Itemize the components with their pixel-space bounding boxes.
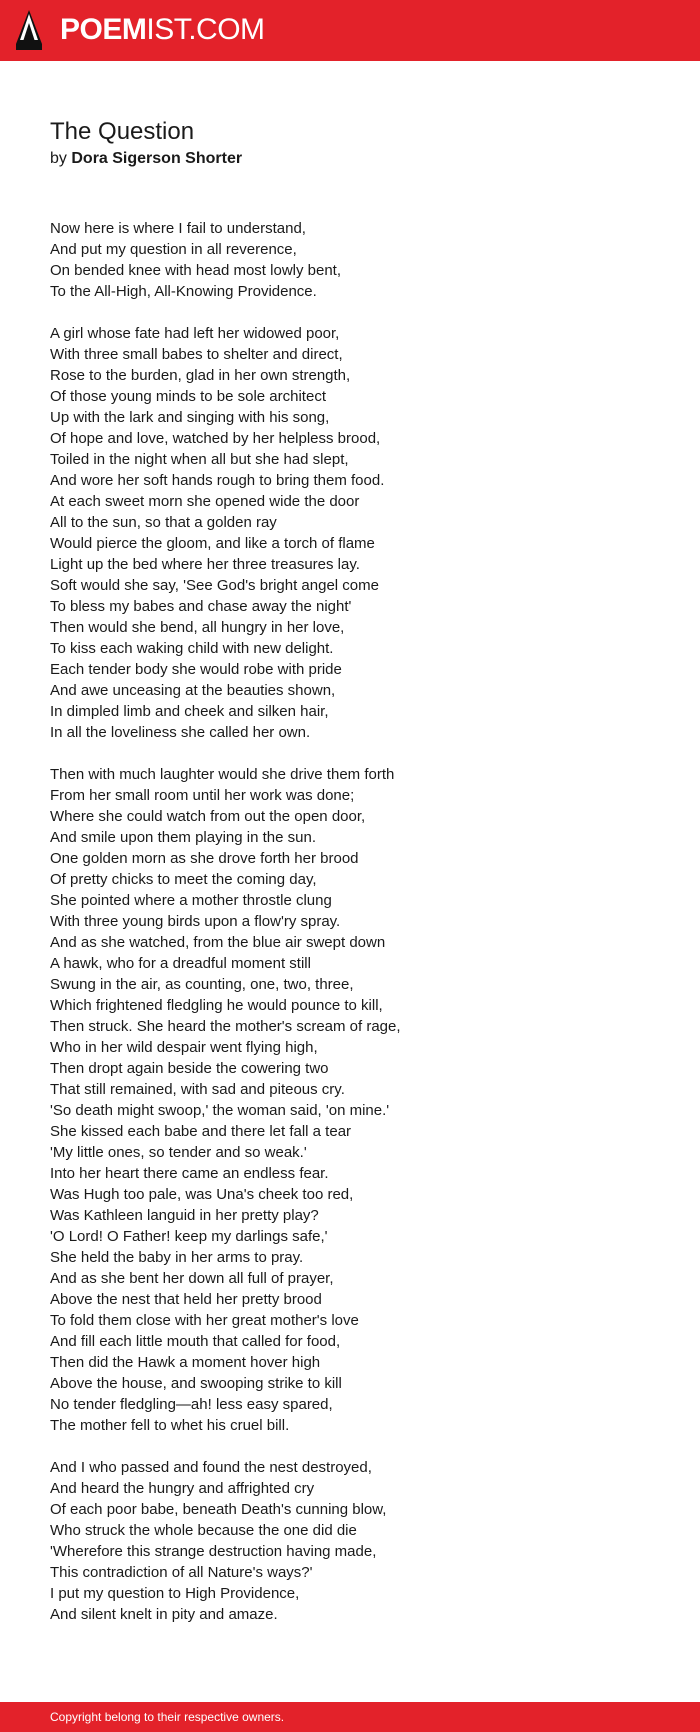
poem-line: Then struck. She heard the mother's scream of rage, xyxy=(50,1018,401,1035)
poem-line: And as she watched, from the blue air swept down xyxy=(50,934,386,951)
poem-line: Of each poor babe, beneath Death's cunning blow, xyxy=(50,1501,387,1518)
poem-line: Up with the lark and singing with his song, xyxy=(50,409,330,426)
poem-line: Then would she bend, all hungry in her love, xyxy=(50,619,345,636)
poem-line: Above the nest that held her pretty brood xyxy=(50,1291,322,1308)
poem-line: At each sweet morn she opened wide the door xyxy=(50,493,360,510)
poem-line: Then dropt again beside the cowering two xyxy=(50,1060,329,1077)
logo-bold-text: POEM xyxy=(60,13,147,46)
poem-line: 'My little ones, so tender and so weak.' xyxy=(50,1144,307,1161)
site-footer xyxy=(0,1702,700,1732)
poem-line: And silent knelt in pity and amaze. xyxy=(50,1606,278,1623)
poem-line: A hawk, who for a dreadful moment still xyxy=(50,955,311,972)
poem-line: Rose to the burden, glad in her own strength, xyxy=(50,367,351,384)
poem-line: Would pierce the gloom, and like a torch of flame xyxy=(50,535,375,552)
stanza xyxy=(50,218,650,302)
poem-line: Who in her wild despair went flying high, xyxy=(50,1039,318,1056)
poem-line: Of hope and love, watched by her helpless brood, xyxy=(50,430,381,447)
poem-line: Now here is where I fail to understand, xyxy=(50,220,306,237)
poem-line: Light up the bed where her three treasures lay. xyxy=(50,556,360,573)
poem-line: On bended knee with head most lowly bent, xyxy=(50,262,342,279)
poem-line: And heard the hungry and affrighted cry xyxy=(50,1480,315,1497)
poem-line: With three small babes to shelter and direct, xyxy=(50,346,343,363)
byline xyxy=(50,148,242,170)
poem-line: And wore her soft hands rough to bring them food. xyxy=(50,472,385,489)
poem-line: Each tender body she would robe with pride xyxy=(50,661,342,678)
poem-line: In all the loveliness she called her own. xyxy=(50,724,311,741)
poem-line: And awe unceasing at the beauties shown, xyxy=(50,682,336,699)
poem-line: With three young birds upon a flow'ry spray. xyxy=(50,913,341,930)
pencil-icon[interactable] xyxy=(16,10,42,50)
poem-line: And fill each little mouth that called for food, xyxy=(50,1333,341,1350)
poem-line: From her small room until her work was done; xyxy=(50,787,355,804)
poem-line: And put my question in all reverence, xyxy=(50,241,297,258)
poem-line: I put my question to High Providence, xyxy=(50,1585,300,1602)
poem-line: No tender fledgling—ah! less easy spared, xyxy=(50,1396,333,1413)
poem-line: One golden morn as she drove forth her brood xyxy=(50,850,359,867)
poem-line: And I who passed and found the nest destroyed, xyxy=(50,1459,372,1476)
stanza xyxy=(50,1457,650,1625)
author-name: Dora Sigerson Shorter xyxy=(71,150,243,167)
poem-line: And smile upon them playing in the sun. xyxy=(50,829,316,846)
poem-line: Was Kathleen languid in her pretty play? xyxy=(50,1207,319,1224)
site-logo[interactable] xyxy=(60,10,265,50)
poem-title: The Question xyxy=(50,118,195,145)
stanza xyxy=(50,323,650,743)
poem-line: Toiled in the night when all but she had slept, xyxy=(50,451,349,468)
poem-line: She pointed where a mother throstle clung xyxy=(50,892,332,909)
poem-body xyxy=(50,218,650,1646)
poem-line: This contradiction of all Nature's ways?' xyxy=(50,1564,313,1581)
site-header xyxy=(0,0,700,61)
poem-line: She held the baby in her arms to pray. xyxy=(50,1249,304,1266)
poem-line: Where she could watch from out the open door, xyxy=(50,808,366,825)
poem-line: To bless my babes and chase away the night' xyxy=(50,598,352,615)
poem-line: In dimpled limb and cheek and silken hair, xyxy=(50,703,329,720)
poem-line: To the All-High, All-Knowing Providence. xyxy=(50,283,317,300)
poem-line: To fold them close with her great mother's love xyxy=(50,1312,359,1329)
poem-line: Was Hugh too pale, was Una's cheek too red, xyxy=(50,1186,354,1203)
poem-line: The mother fell to whet his cruel bill. xyxy=(50,1417,290,1434)
poem-line: 'So death might swoop,' the woman said, 'on mine.' xyxy=(50,1102,390,1119)
copyright-text: Copyright belong to their respective owners. xyxy=(50,1710,285,1724)
poem-line: Of those young minds to be sole architect xyxy=(50,388,326,405)
poem-line: Which frightened fledgling he would pounce to kill, xyxy=(50,997,383,1014)
poem-line: Then with much laughter would she drive them forth xyxy=(50,766,395,783)
by-label: by xyxy=(50,150,67,167)
poem-line: Into her heart there came an endless fear. xyxy=(50,1165,329,1182)
poem-line: Of pretty chicks to meet the coming day, xyxy=(50,871,317,888)
poem-line: To kiss each waking child with new delight. xyxy=(50,640,334,657)
poem-line: Who struck the whole because the one did die xyxy=(50,1522,357,1539)
poem-line: Above the house, and swooping strike to kill xyxy=(50,1375,342,1392)
poem-line: Swung in the air, as counting, one, two, three, xyxy=(50,976,354,993)
poem-line: All to the sun, so that a golden ray xyxy=(50,514,277,531)
poem-line: And as she bent her down all full of prayer, xyxy=(50,1270,334,1287)
logo-light-text: IST.COM xyxy=(146,13,265,46)
poem-line: She kissed each babe and there let fall a tear xyxy=(50,1123,352,1140)
poem-line: Then did the Hawk a moment hover high xyxy=(50,1354,321,1371)
poem-line: That still remained, with sad and piteous cry. xyxy=(50,1081,345,1098)
poem-line: Soft would she say, 'See God's bright angel come xyxy=(50,577,379,594)
poem-line: 'O Lord! O Father! keep my darlings safe,' xyxy=(50,1228,328,1245)
poem-line: A girl whose fate had left her widowed poor, xyxy=(50,325,340,342)
stanza xyxy=(50,764,650,1436)
poem-line: 'Wherefore this strange destruction having made, xyxy=(50,1543,377,1560)
